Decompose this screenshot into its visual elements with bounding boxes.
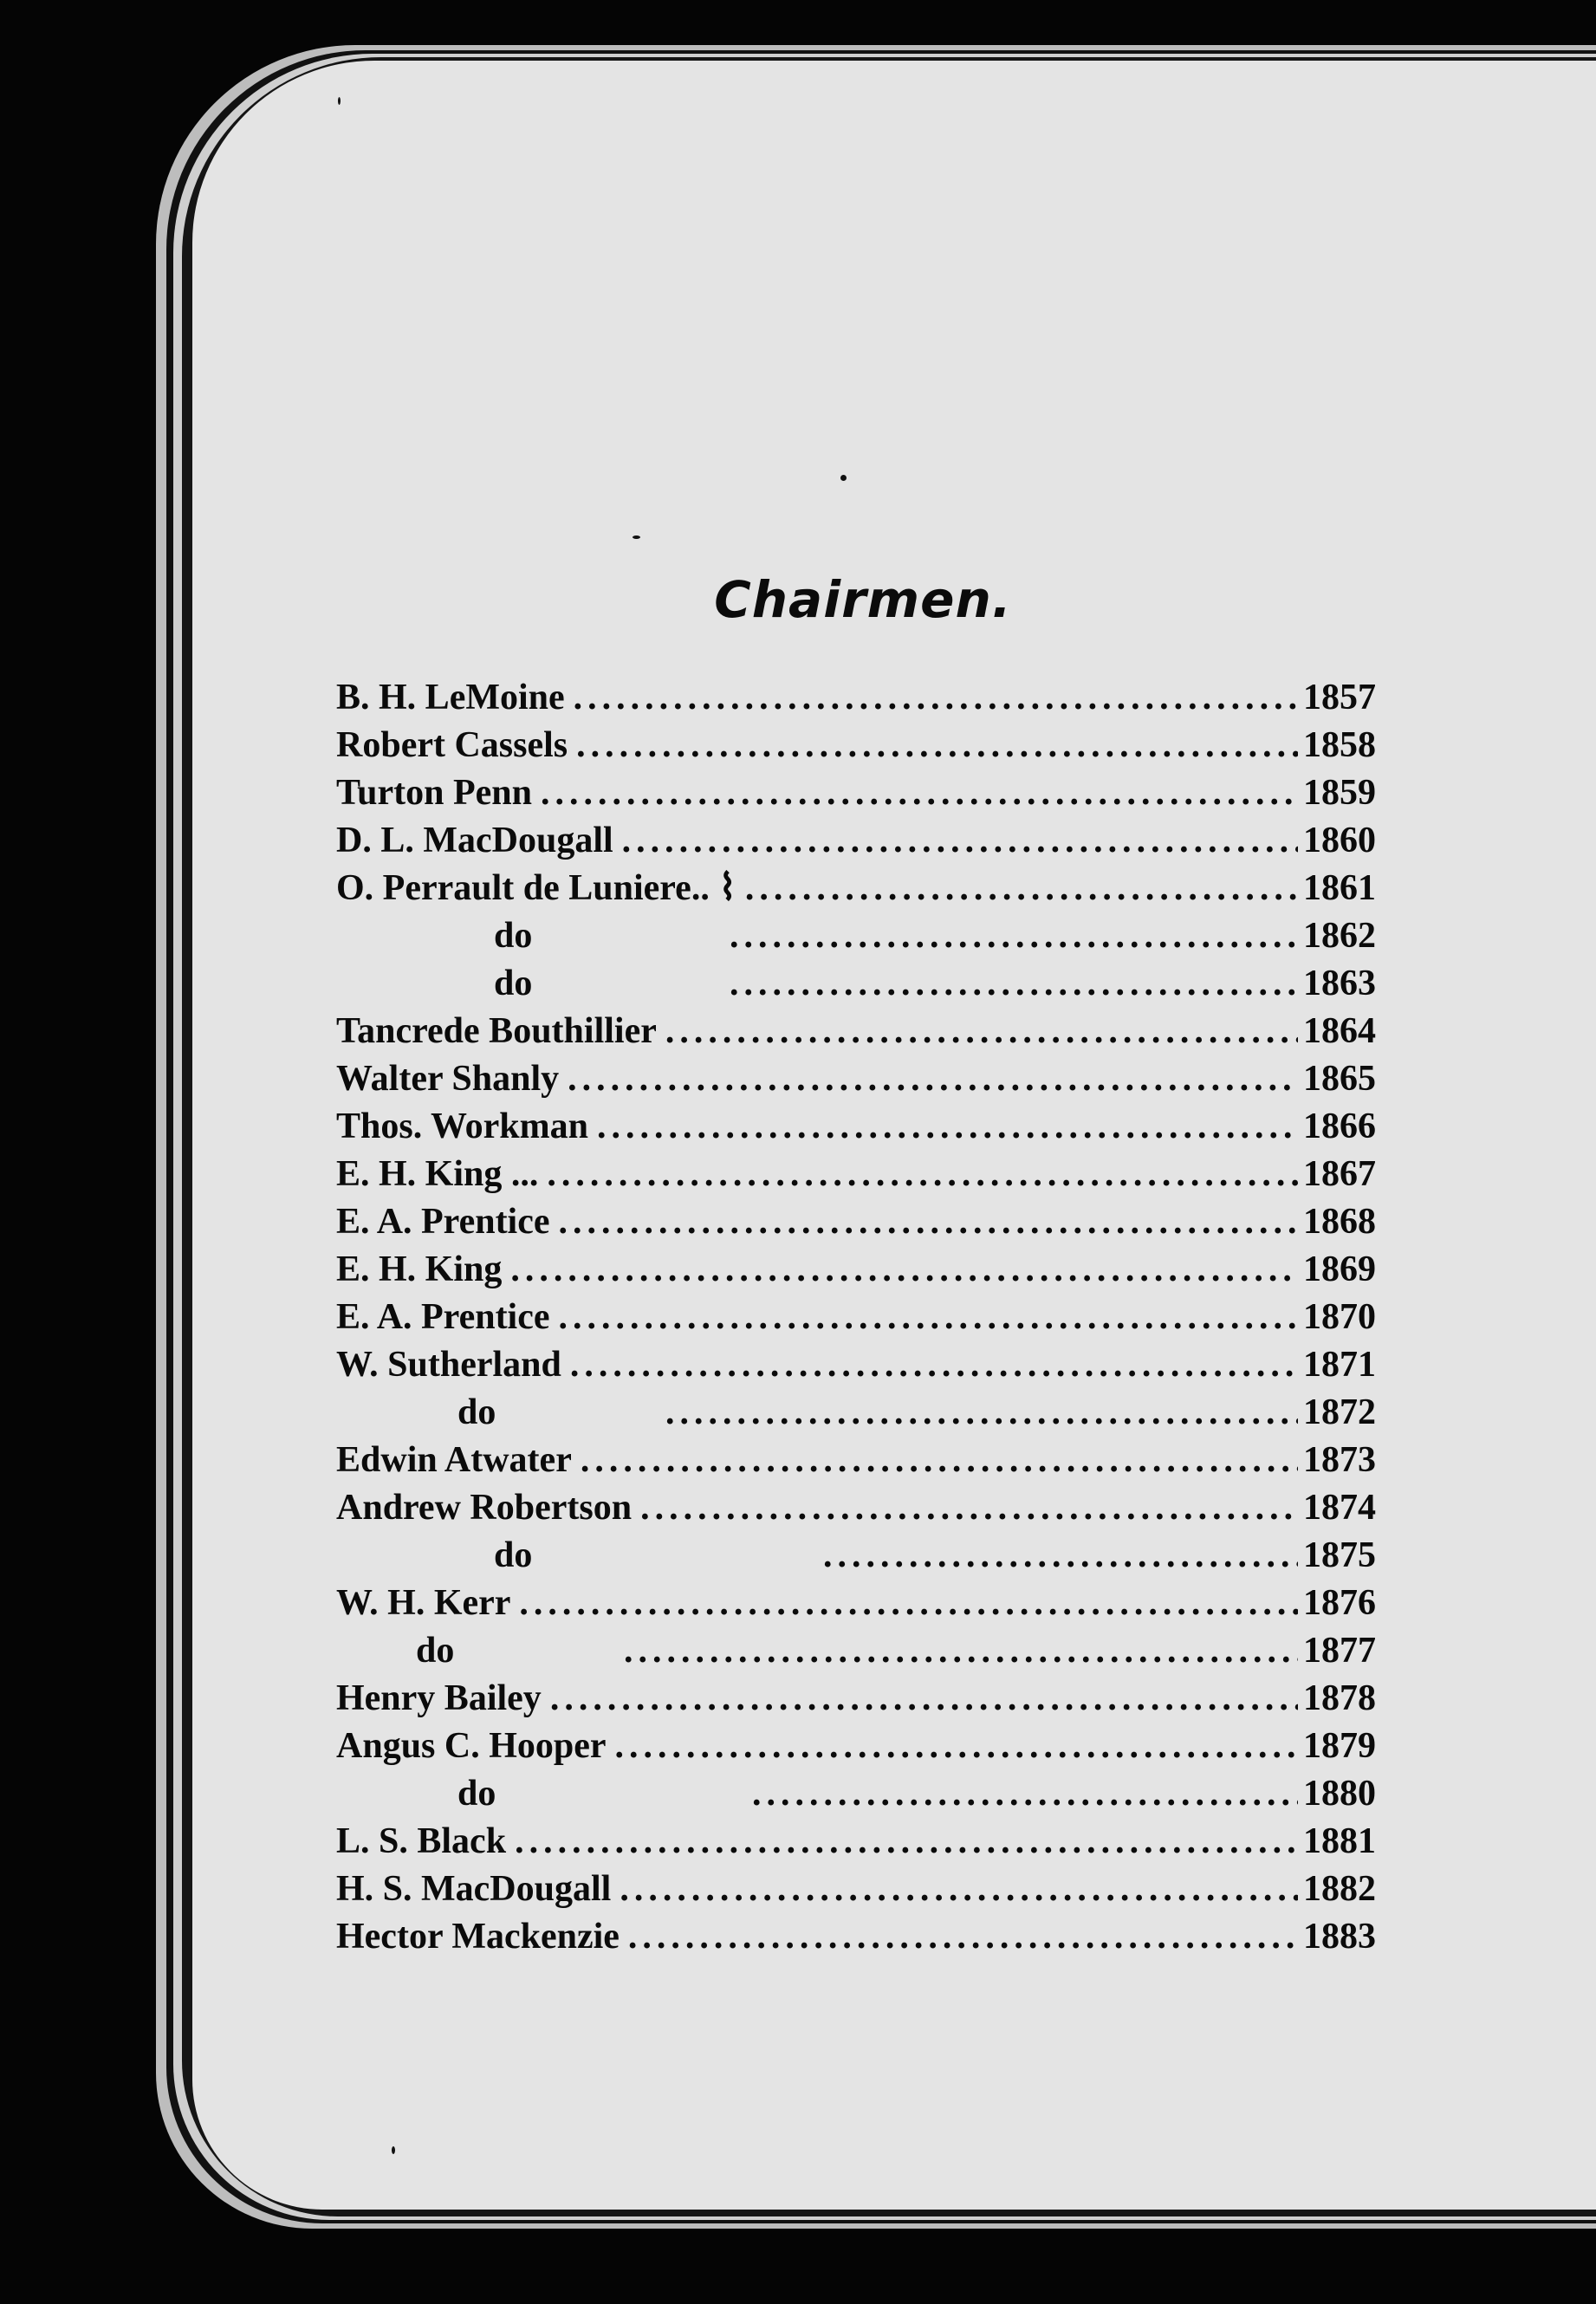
list-item [336, 722, 1376, 769]
list-item [336, 1770, 1376, 1818]
list-item [336, 1198, 1376, 1246]
chairman-name: E. H. King ... [336, 1154, 539, 1194]
chairman-name: E. A. Prentice [336, 1297, 550, 1337]
chairman-year: 1859 [1303, 773, 1376, 813]
chairman-name: Turton Penn [336, 773, 533, 813]
chairman-year: 1869 [1303, 1249, 1376, 1289]
dot-leader [515, 1818, 1298, 1866]
chairman-name: do [416, 1631, 455, 1671]
dot-leader [665, 1008, 1298, 1055]
list-item [336, 1151, 1376, 1198]
chairman-year: 1873 [1303, 1440, 1376, 1480]
chairman-name: D. L. MacDougall [336, 821, 613, 860]
dot-leader [597, 1103, 1298, 1151]
print-speck [392, 2146, 395, 2154]
chairman-name: do [494, 1535, 533, 1575]
chairman-year: 1865 [1303, 1059, 1376, 1099]
chairman-year: 1860 [1303, 821, 1376, 860]
chairman-name: Andrew Robertson [336, 1488, 633, 1528]
chairman-year: 1881 [1303, 1821, 1376, 1861]
dot-leader [570, 1341, 1298, 1389]
list-item [336, 960, 1376, 1008]
list-item [336, 1437, 1376, 1484]
chairman-name: Henry Bailey [336, 1678, 542, 1718]
chairman-year: 1872 [1303, 1392, 1376, 1432]
chairman-year: 1877 [1303, 1631, 1376, 1671]
dot-leader [823, 1532, 1298, 1580]
chairman-year: 1867 [1303, 1154, 1376, 1194]
list-item [336, 1389, 1376, 1437]
dot-leader [581, 1437, 1298, 1484]
chairman-name: L. S. Black [336, 1821, 507, 1861]
chairman-name: E. A. Prentice [336, 1202, 550, 1242]
chairman-name: do [494, 964, 533, 1003]
chairman-year: 1883 [1303, 1917, 1376, 1957]
dot-leader [576, 722, 1298, 769]
chairman-name: W. H. Kerr [336, 1583, 511, 1623]
chairman-year: 1875 [1303, 1535, 1376, 1575]
print-speck [338, 97, 341, 105]
dot-leader [541, 769, 1298, 817]
chairman-year: 1866 [1303, 1107, 1376, 1146]
chairman-name: Angus C. Hooper [336, 1726, 607, 1766]
chairman-year: 1862 [1303, 916, 1376, 956]
list-item [336, 1532, 1376, 1580]
dot-leader [547, 1151, 1298, 1198]
dot-leader [640, 1484, 1298, 1532]
chairman-year: 1861 [1303, 868, 1376, 908]
chairman-year: 1880 [1303, 1774, 1376, 1814]
list-item [336, 1484, 1376, 1532]
list-item [336, 1055, 1376, 1103]
chairman-name: Walter Shanly [336, 1059, 560, 1099]
dot-leader [568, 1055, 1298, 1103]
chairman-name: Hector Mackenzie [336, 1917, 620, 1957]
list-item [336, 1866, 1376, 1913]
chairman-year: 1857 [1303, 678, 1376, 717]
chairman-year: 1871 [1303, 1345, 1376, 1385]
list-item [336, 674, 1376, 722]
chairman-name: Tancrede Bouthillier [336, 1011, 657, 1051]
chairman-year: 1858 [1303, 725, 1376, 765]
chairman-name: Robert Cassels [336, 725, 568, 765]
chairman-year: 1879 [1303, 1726, 1376, 1766]
chairman-name: O. Perrault de Luniere.. ⌇ [336, 868, 736, 908]
chairman-year: 1876 [1303, 1583, 1376, 1623]
list-item [336, 865, 1376, 912]
print-speck [633, 535, 640, 539]
dot-leader [730, 960, 1298, 1008]
list-item [336, 1294, 1376, 1341]
chairman-year: 1868 [1303, 1202, 1376, 1242]
dot-leader [620, 1866, 1298, 1913]
dot-leader [559, 1198, 1298, 1246]
list-item [336, 1818, 1376, 1866]
list-item [336, 912, 1376, 960]
page-title: Chairmen. [714, 570, 1012, 629]
dot-leader [550, 1675, 1298, 1723]
chairman-year: 1878 [1303, 1678, 1376, 1718]
chairman-year: 1874 [1303, 1488, 1376, 1528]
list-item [336, 1723, 1376, 1770]
chairman-year: 1882 [1303, 1869, 1376, 1909]
chairman-name: Thos. Workman [336, 1107, 588, 1146]
list-item [336, 769, 1376, 817]
list-item [336, 1675, 1376, 1723]
dot-leader [745, 865, 1298, 912]
print-speck [840, 475, 847, 481]
dot-leader [624, 1627, 1298, 1675]
chairman-name: Edwin Atwater [336, 1440, 572, 1480]
list-item [336, 817, 1376, 865]
list-item [336, 1341, 1376, 1389]
chairman-name: B. H. LeMoine [336, 678, 565, 717]
dot-leader [628, 1913, 1298, 1961]
list-item [336, 1580, 1376, 1627]
dot-leader [574, 674, 1298, 722]
chairman-name: do [494, 916, 533, 956]
dot-leader [622, 817, 1298, 865]
dot-leader [665, 1389, 1298, 1437]
chairman-year: 1870 [1303, 1297, 1376, 1337]
list-item [336, 1008, 1376, 1055]
dot-leader [730, 912, 1298, 960]
dot-leader [615, 1723, 1298, 1770]
list-item [336, 1627, 1376, 1675]
list-item [336, 1246, 1376, 1294]
chairman-name: H. S. MacDougall [336, 1869, 612, 1909]
chairman-name: E. H. King [336, 1249, 503, 1289]
dot-leader [752, 1770, 1298, 1818]
chairman-name: do [457, 1774, 496, 1814]
list-item [336, 1913, 1376, 1961]
chairman-name: W. Sutherland [336, 1345, 561, 1385]
dot-leader [519, 1580, 1298, 1627]
dot-leader [559, 1294, 1298, 1341]
chairman-name: do [457, 1392, 496, 1432]
dot-leader [510, 1246, 1298, 1294]
list-item [336, 1103, 1376, 1151]
chairman-year: 1863 [1303, 964, 1376, 1003]
chairman-year: 1864 [1303, 1011, 1376, 1051]
chairmen-list [336, 674, 1376, 1961]
